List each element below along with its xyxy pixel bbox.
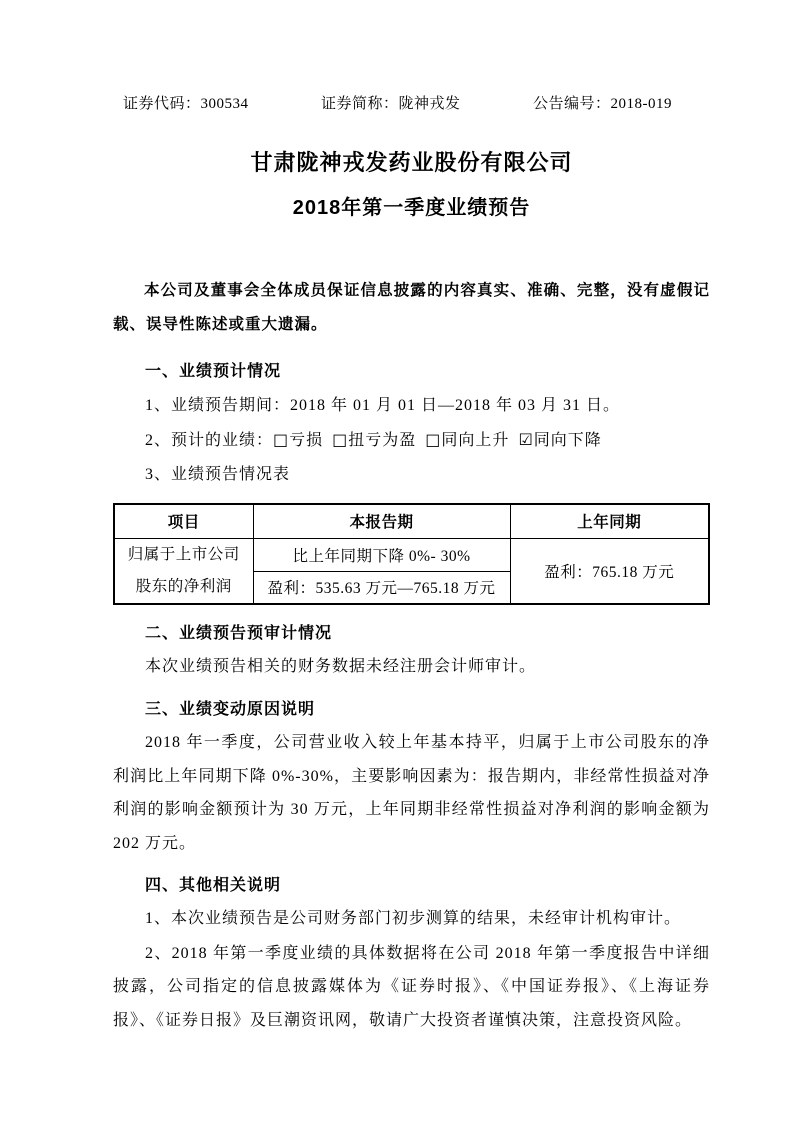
checkbox-unchecked-icon: □ (332, 429, 348, 449)
security-name: 证券简称：陇神戎发 (321, 96, 461, 112)
announcement-number: 公告编号：2018-019 (533, 96, 672, 112)
document-title: 甘肃陇神戎发药业股份有限公司 (250, 149, 573, 175)
option-label: 亏损 (289, 431, 324, 449)
option-label: 扭亏为盈 (348, 431, 417, 449)
checkbox-checked-icon: ☑ (518, 429, 533, 449)
security-code: 证券代码：300534 (123, 96, 249, 112)
checkbox-option-increase (425, 429, 510, 449)
option-label: 同向下降 (533, 431, 602, 449)
table-header-current-period: 本报告期 (253, 504, 510, 539)
forecast-type-label: 2、预计的业绩： (145, 431, 274, 449)
section-2-heading: 二、业绩预告预审计情况 (145, 624, 333, 642)
forecast-period-item: 1、业绩预告期间：2018 年 01 月 01 日—2018 年 03 月 31 日。 (145, 396, 621, 414)
checkbox-option-decrease (518, 429, 602, 449)
checkbox-option-loss (273, 429, 324, 449)
current-period-change-cell: 比上年同期下降 0%- 30% (253, 539, 510, 572)
option-label: 同向上升 (441, 431, 510, 449)
checkbox-unchecked-icon: □ (273, 429, 289, 449)
section-1-heading: 一、业绩预计情况 (145, 362, 282, 380)
current-period-profit-cell: 盈利：535.63 万元—765.18 万元 (253, 571, 510, 604)
net-profit-item-line2: 股东的净利润 (135, 577, 232, 595)
prior-period-profit-cell: 盈利：765.18 万元 (510, 539, 709, 604)
table-header-prior-period: 上年同期 (510, 504, 709, 539)
audit-note: 本次业绩预告相关的财务数据未经注册会计师审计。 (145, 658, 537, 676)
other-note-2: 2、2018 年第一季度业绩的具体数据将在公司 2018 年第一季度报告中详细披露，公司指定的信息披露媒体为《证券时报》、《中国证券报》、《上海证券报》、《证券日报》及巨潮资讯网，敬请广大投资者谨慎决策，注意投资风险。 (113, 944, 710, 1029)
table-header-item: 项目 (114, 504, 253, 539)
document-subtitle: 2018年第一季度业绩预告 (292, 197, 531, 220)
section-4-heading: 四、其他相关说明 (145, 876, 282, 894)
disclaimer-paragraph: 本公司及董事会全体成员保证信息披露的内容真实、准确、完整，没有虚假记载、误导性陈述或重大遗漏。 (113, 282, 710, 333)
checkbox-option-turnaround (332, 429, 417, 449)
net-profit-item-cell (114, 539, 253, 604)
table-header-row (114, 504, 709, 539)
forecast-table-note-item: 3、业绩预告情况表 (145, 466, 291, 484)
net-profit-item-line1: 归属于上市公司 (127, 546, 240, 564)
other-note-1: 1、本次业绩预告是公司财务部门初步测算的结果，未经审计机构审计。 (145, 910, 682, 928)
change-reason-paragraph: 2018 年一季度，公司营业收入较上年基本持平，归属于上市公司股东的净利润比上年同期下降 0%-30%，主要影响因素为：报告期内，非经常性损益对净利润的影响金额预计为 30 万元，上年同期非经常性损益对净利润的影响金额为 202 万元。 (113, 734, 710, 853)
checkbox-unchecked-icon: □ (425, 429, 441, 449)
forecast-table (113, 503, 710, 605)
doc-header (113, 93, 710, 116)
section-3-heading: 三、业绩变动原因说明 (145, 700, 316, 718)
table-row (114, 539, 709, 572)
forecast-type-item (113, 423, 710, 458)
